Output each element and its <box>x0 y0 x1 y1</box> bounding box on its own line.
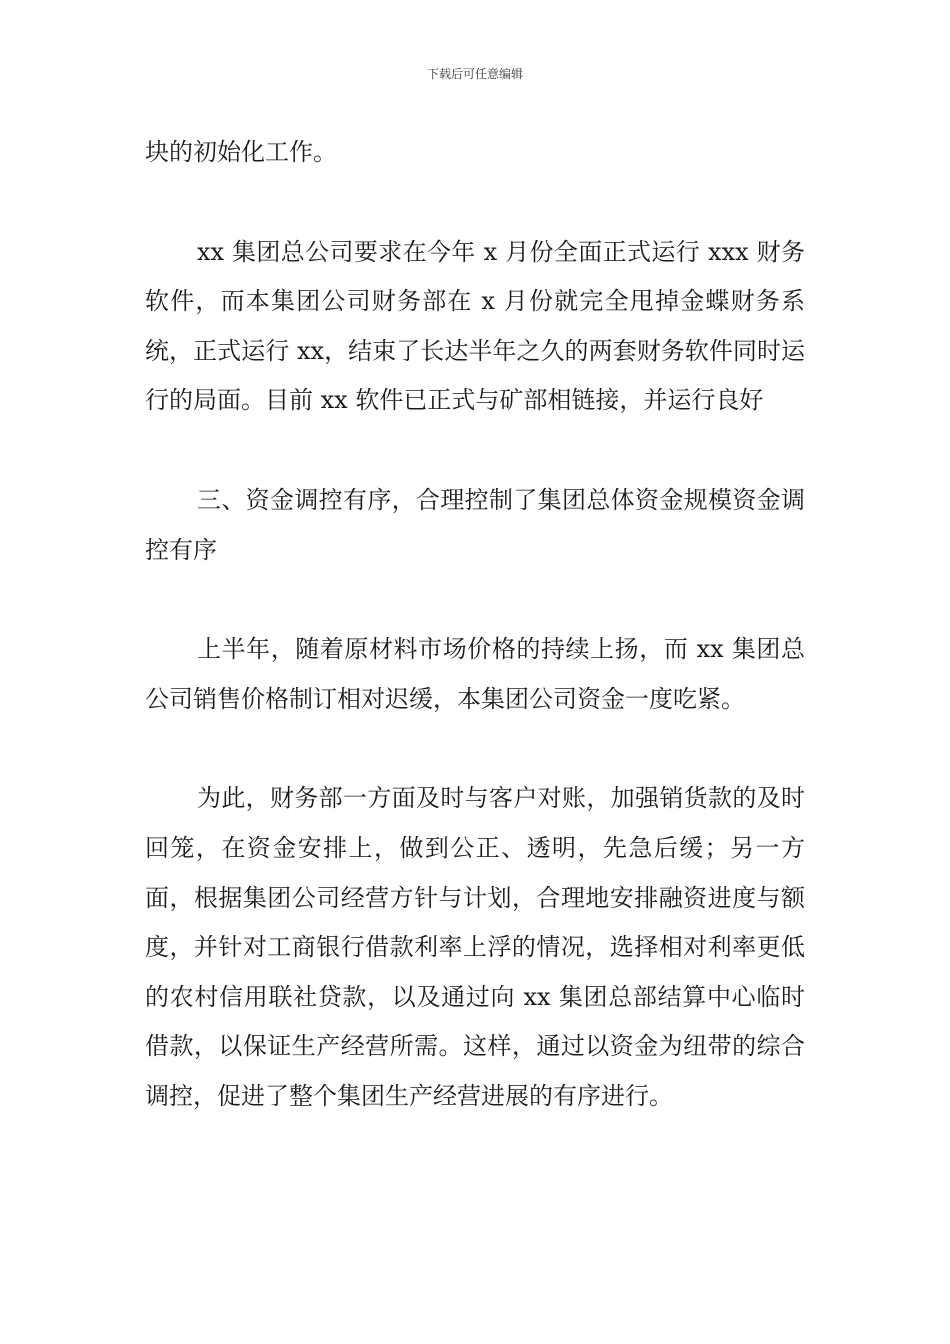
paragraph-measures: 为此，财务部一方面及时与客户对账，加强销货款的及时回笼，在资金安排上，做到公正、透明，先急后缓；另一方面，根据集团公司经营方针与计划，合理地安排融资进度与额度，并针对工商银行借款利率上浮的情况，选择相对利率更低的农村信用联社贷款，以及通过向 xx 集团总部结算中心临时借款，以保证生产经营所需。这样，通过以资金为纽带的综合调控，促进了整个集团生产经营进展的有序进行。 <box>145 784 805 1110</box>
header-note: 下载后可任意编辑 <box>426 67 523 81</box>
paragraph-software: xx 集团总公司要求在今年 x 月份全面正式运行 xxx 财务软件，而本集团公司财务部在 x 月份就完全甩掉金蝶财务系统，正式运行 xx，结束了长达半年之久的两套财务软件同时运行的局面。目前 xx 软件已正式与矿部相链接，并运行良好 <box>145 237 805 415</box>
paragraph-continuation: 块的初始化工作。 <box>145 138 337 166</box>
document-body <box>145 128 805 1122</box>
section-heading-funds: 三、资金调控有序，合理控制了集团总体资金规模资金调控有序 <box>145 485 805 564</box>
paragraph-first-half: 上半年，随着原材料市场价格的持续上扬，而 xx 集团总公司销售价格制订相对迟缓，本集团公司资金一度吃紧。 <box>145 635 805 713</box>
